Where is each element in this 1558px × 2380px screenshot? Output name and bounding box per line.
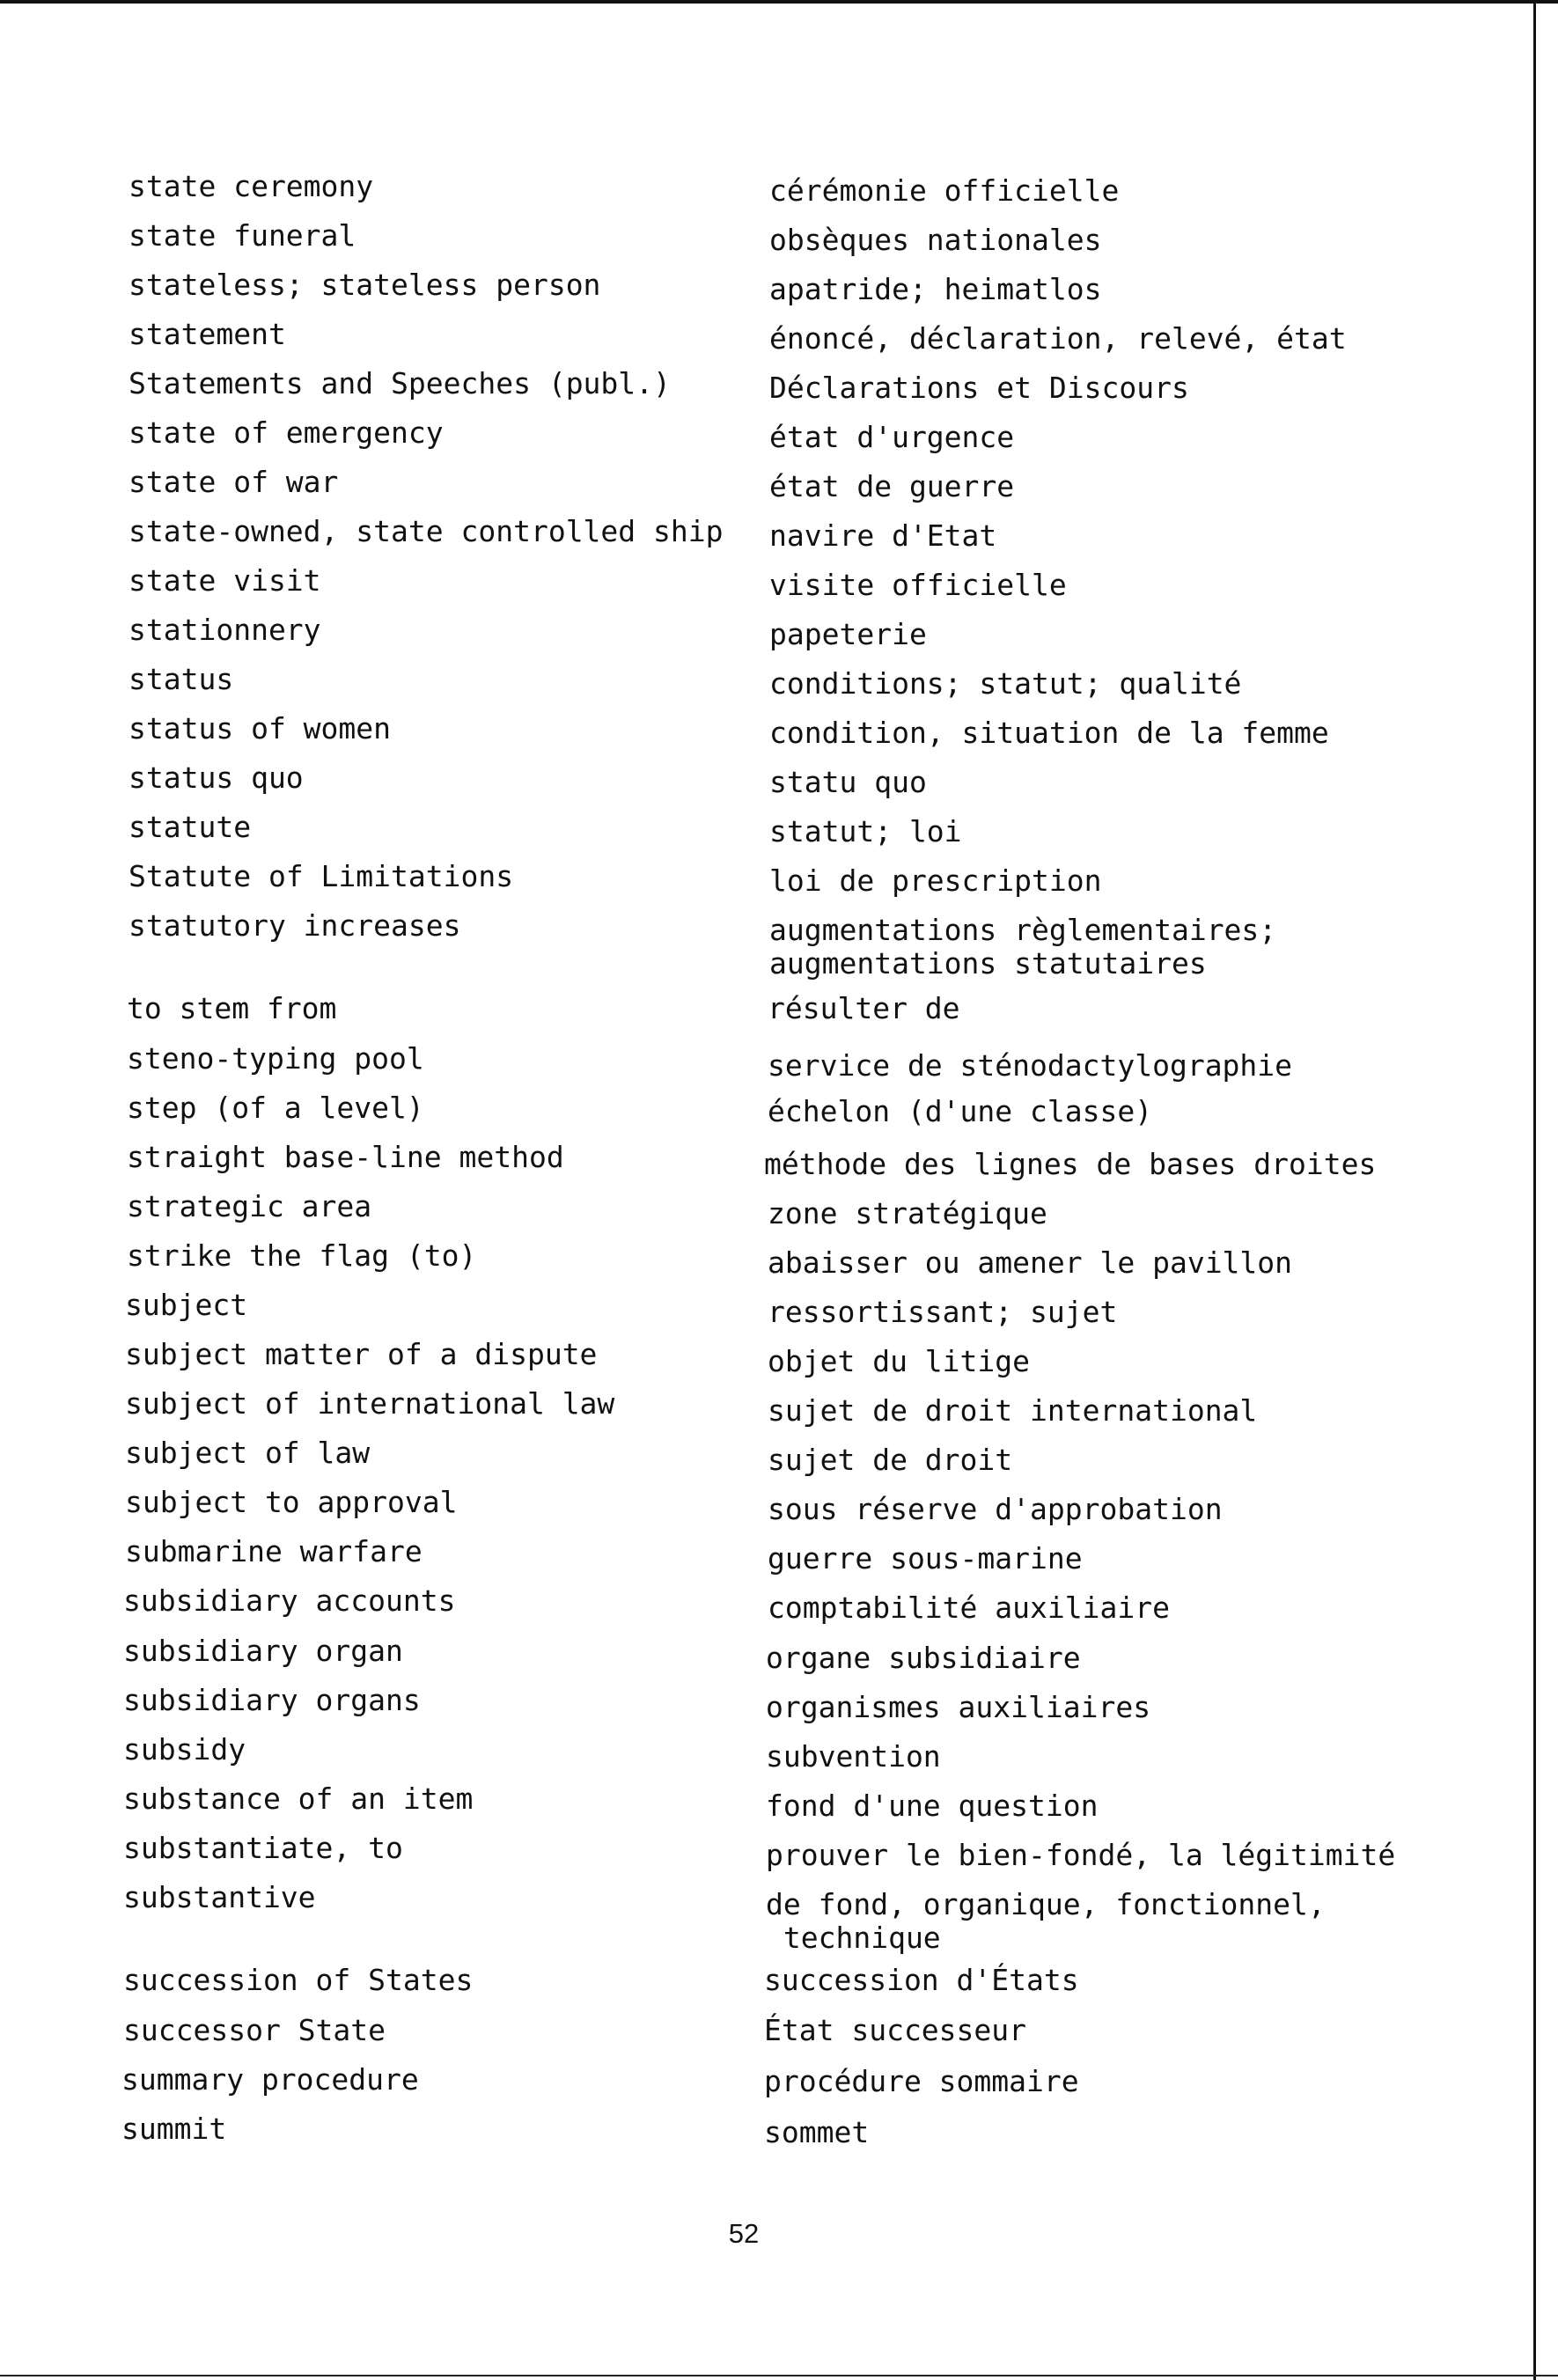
glossary-entry xyxy=(0,860,1514,909)
glossary-entry xyxy=(0,1338,1514,1387)
english-term: status xyxy=(129,662,234,696)
french-term: énoncé, déclaration, relevé, état xyxy=(769,321,1347,356)
english-term: subject to approval xyxy=(125,1485,458,1519)
english-term: state visit xyxy=(129,563,321,598)
glossary-entry xyxy=(0,1091,1514,1141)
english-term: subject of international law xyxy=(125,1386,615,1421)
french-term: navire d'Etat xyxy=(769,518,997,553)
glossary-entry xyxy=(0,992,1514,1041)
french-term: statut; loi xyxy=(769,814,962,848)
english-term: summit xyxy=(121,2112,227,2146)
english-term: subject matter of a dispute xyxy=(125,1337,598,1371)
english-term: steno-typing pool xyxy=(127,1041,424,1076)
french-term: de fond, organique, fonctionnel, technique xyxy=(766,1887,1326,1955)
french-term: guerre sous-marine xyxy=(768,1541,1083,1576)
glossary-entry xyxy=(0,564,1514,613)
glossary-entry xyxy=(0,2112,1514,2162)
english-term: state of emergency xyxy=(129,415,444,450)
french-term: sous réserve d'approbation xyxy=(768,1492,1223,1526)
french-term: Déclarations et Discours xyxy=(769,371,1189,405)
french-term: ressortissant; sujet xyxy=(768,1295,1118,1329)
french-term: résulter de xyxy=(768,991,960,1025)
page-number: 52 xyxy=(728,2218,760,2249)
english-term: step (of a level) xyxy=(127,1091,424,1125)
english-term: substance of an item xyxy=(123,1781,474,1816)
french-term: loi de prescription xyxy=(769,863,1102,898)
english-term: stationnery xyxy=(129,613,321,647)
english-term: subsidiary organ xyxy=(123,1634,403,1668)
french-term: cérémonie officielle xyxy=(769,173,1120,208)
english-term: subsidiary accounts xyxy=(123,1583,456,1618)
french-term: sujet de droit xyxy=(768,1443,1013,1477)
glossary-entry xyxy=(0,1387,1514,1436)
glossary-entry xyxy=(0,1584,1514,1634)
glossary-entry xyxy=(0,712,1514,761)
english-term: subsidiary organs xyxy=(123,1683,421,1717)
glossary-entry xyxy=(0,1289,1514,1338)
french-term: procédure sommaire xyxy=(764,2064,1079,2098)
english-term: summary procedure xyxy=(121,2062,419,2097)
glossary-entry xyxy=(0,811,1514,860)
glossary-entry xyxy=(0,219,1514,268)
english-term: substantive xyxy=(123,1880,316,1914)
french-term: service de sténodactylographie xyxy=(768,1048,1293,1083)
glossary-entry xyxy=(0,1832,1514,1881)
french-term: condition, situation de la femme xyxy=(769,716,1329,750)
french-term: état de guerre xyxy=(769,469,1015,503)
french-term: État successeur xyxy=(764,2013,1027,2047)
french-term: subvention xyxy=(766,1739,941,1774)
french-term: comptabilité auxiliaire xyxy=(768,1590,1170,1625)
english-term: state of war xyxy=(129,465,339,499)
glossary-entry xyxy=(0,1733,1514,1782)
french-term: organe subsidiaire xyxy=(766,1641,1081,1675)
french-term: statu quo xyxy=(769,765,927,799)
french-term: objet du litige xyxy=(768,1344,1031,1378)
english-term: to stem from xyxy=(127,991,337,1025)
glossary-entry xyxy=(0,1436,1514,1486)
english-term: state funeral xyxy=(129,218,356,253)
english-term: succession of States xyxy=(123,1963,474,1997)
french-term: abaisser ou amener le pavillon xyxy=(768,1245,1293,1280)
glossary-entry xyxy=(0,1684,1514,1733)
english-term: status quo xyxy=(129,760,304,795)
english-term: statement xyxy=(129,317,286,351)
french-term: obsèques nationales xyxy=(769,223,1102,257)
glossary-entry xyxy=(0,1782,1514,1832)
french-term: conditions; statut; qualité xyxy=(769,666,1242,701)
french-term: visite officielle xyxy=(769,568,1067,602)
glossary-entry xyxy=(0,318,1514,367)
glossary-entry xyxy=(0,663,1514,712)
glossary-entry xyxy=(0,613,1514,663)
french-term: zone stratégique xyxy=(768,1196,1047,1230)
glossary-entry xyxy=(0,268,1514,318)
french-term: sommet xyxy=(764,2115,870,2149)
french-term: prouver le bien-fondé, la légitimité xyxy=(766,1838,1396,1872)
french-term: méthode des lignes de bases droites xyxy=(764,1147,1377,1181)
glossary-entry xyxy=(0,1190,1514,1239)
english-term: substantiate, to xyxy=(123,1831,403,1865)
french-term: apatride; heimatlos xyxy=(769,272,1102,306)
english-term: state ceremony xyxy=(129,169,374,203)
glossary-entry xyxy=(0,1042,1514,1091)
english-term: stateless; stateless person xyxy=(129,268,601,302)
glossary-entry xyxy=(0,170,1514,219)
glossary-entry xyxy=(0,761,1514,811)
english-term: status of women xyxy=(129,711,392,746)
english-term: subject of law xyxy=(125,1436,371,1470)
french-term: organismes auxiliaires xyxy=(766,1690,1151,1724)
glossary-entry xyxy=(0,1239,1514,1289)
french-term: état d'urgence xyxy=(769,420,1015,454)
english-term: state-owned, state controlled ship xyxy=(129,514,724,548)
english-term: straight base-line method xyxy=(127,1140,564,1174)
english-term: subsidy xyxy=(123,1732,246,1767)
glossary-entry xyxy=(0,1964,1514,2013)
glossary-entry xyxy=(0,2063,1514,2112)
french-term: échelon (d'une classe) xyxy=(768,1094,1153,1128)
french-term: fond d'une question xyxy=(766,1789,1099,1823)
glossary-entry xyxy=(0,1141,1514,1190)
french-term: papeterie xyxy=(769,617,927,651)
french-term: augmentations règlementaires; augmentations statutaires xyxy=(769,913,1277,981)
french-term: sujet de droit international xyxy=(768,1393,1258,1428)
glossary-entry xyxy=(0,367,1514,416)
english-term: subject xyxy=(125,1288,248,1322)
glossary-entry xyxy=(0,1486,1514,1535)
english-term: submarine warfare xyxy=(125,1534,423,1568)
english-term: statute xyxy=(129,810,252,844)
glossary-entry xyxy=(0,416,1514,466)
english-term: strike the flag (to) xyxy=(127,1238,477,1273)
english-term: strategic area xyxy=(127,1189,372,1223)
english-term: successor State xyxy=(123,2013,386,2047)
glossary-entry xyxy=(0,909,1514,988)
glossary-entry xyxy=(0,1634,1514,1684)
english-term: statutory increases xyxy=(129,908,461,943)
english-term: Statute of Limitations xyxy=(129,859,514,893)
glossary-entry xyxy=(0,1535,1514,1584)
glossary-entry xyxy=(0,515,1514,564)
glossary-entry xyxy=(0,2014,1514,2063)
glossary-entry xyxy=(0,1881,1514,1960)
english-term: Statements and Speeches (publ.) xyxy=(129,366,671,400)
french-term: succession d'États xyxy=(764,1963,1079,1997)
glossary-entry xyxy=(0,466,1514,515)
